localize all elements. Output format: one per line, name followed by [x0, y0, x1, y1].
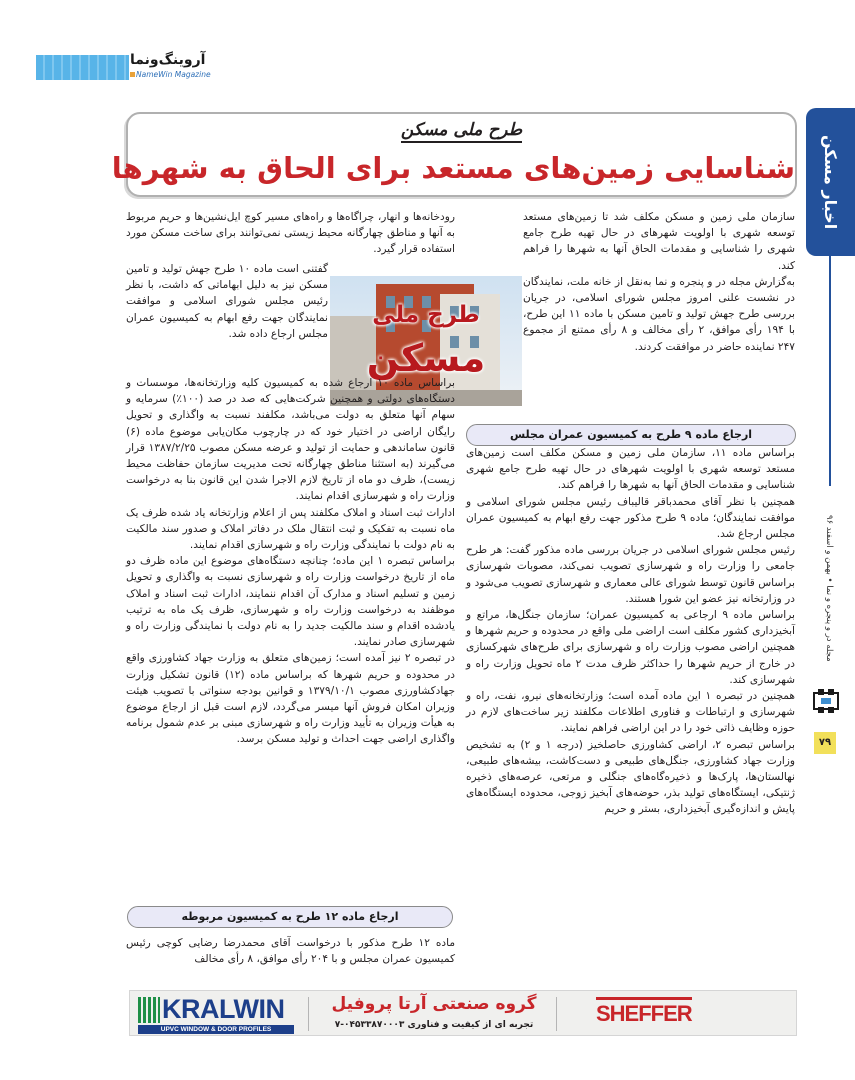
paragraph: رئیس مجلس شورای اسلامی در جریان بررسی ماده مذکور گفت: هر طرح جامعی را وزارت راه و شهرسازی تصویب نمی‌کند، مصوبات شهرسازی براساس قانون توسط شورای عالی معماری و شهرسازی تصویب می‌شود و در وزارتخانه نیز عضو این شورا هستند.	[466, 544, 795, 605]
article-body-right	[466, 445, 795, 818]
advertisement-banner[interactable]	[129, 990, 797, 1036]
magazine-badge-icon	[812, 687, 840, 715]
paragraph: براساس تبصره ۲، اراضی کشاورزی حاصلخیز (درجه ۱ و ۲) به تشخیص وزارت جهاد کشاورزی، جنگل‌های طبیعی و دست‌کاشت، بیشه‌های طبیعی، نهالستان‌ها، پارک‌ها و ذخیره‌گاه‌های جنگلی و مرتعی، عرصه‌های ذخیره ژنتیکی، ایستگاه‌های تولید بذر، حوضه‌های آبخیز زوجی، محدوده ایستگاه‌های پایش و اندازه‌گیری آبخیزداری، بستر و حریم	[466, 738, 795, 816]
photo-caption-top: طرح ملی	[372, 302, 480, 328]
section-header-article-9: ارجاع ماده ۹ طرح به کمیسیون عمران مجلس	[466, 424, 796, 446]
paragraph: در تبصره ۲ نیز آمده است؛ زمین‌های متعلق به وزارت جهاد کشاورزی واقع در محدوده و حریم شهرها که براساس ماده (۱۲) قانون تشکیل وزارت جهادکشاورزی مصوب ۱۳۷۹/۱۰/۱ و قوانین بودجه سنواتی با تصویب هیئت وزیران امکان فروش آنها میسر می‌گردد، لازم است قبل از ارجاع موضوع به هیأت وزیران به تأیید وزارت راه و شهرسازی مبنی بر عدم شمول برنامه واگذاری اراضی جهت احداث و تولید مسکن برسد.	[126, 652, 456, 746]
ad-tagline-phone: تجربه ای از کیفیت و فناوری ۰۴۵۳۳۸۷۰۰۰۳-۷	[334, 1020, 534, 1030]
ad-divider	[556, 997, 557, 1031]
article-headline: شناسایی زمین‌های مستعد برای الحاق به شهرها	[111, 151, 795, 185]
ad-divider	[308, 997, 309, 1031]
section-tab[interactable]	[806, 108, 855, 256]
paragraph: براساس تبصره ۱ این ماده؛ چنانچه دستگاه‌های موضوع این ماده ظرف دو ماه از تاریخ درخواست وزارت راه و شهرسازی نسبت به واگذاری و تحویل زمین و تسلیم اسناد و مدارک آن اقدام ننمایند، ادارات ثبت اسناد و املاک موظفند به درخواست وزارت راه و شهرسازی، ظرف یک ماه به ترتیب یادشده اقدام و سند مالکیت جدید را به نام دولت با نمایندگی وزارت راه و شهرسازی صادر نمایند.	[126, 555, 455, 649]
kralwin-name: KRALWIN	[162, 994, 285, 1024]
article-title-box	[111, 112, 797, 197]
masthead-color-strip	[36, 55, 129, 80]
article-body-left-top	[126, 209, 455, 258]
logo-square-icon	[130, 72, 135, 77]
paragraph: گفتنی است ماده ۱۰ طرح جهش تولید و تامین مسکن نیز به دلیل ابهاماتی که داشت، با نظر رئیس مجلس شورای اسلامی و موافقت نمایندگان جهت رفع ابهام به کمیسیون عمران مجلس ارجاع داده شد.	[126, 263, 328, 340]
paragraph: براساس ماده ۱۱، سازمان ملی زمین و مسکن مکلف است زمین‌های مستعد توسعه شهری با اولویت شهرهای در حال تهیه طرح جامع شهری شناسایی و مقدمات الحاق آنها به شهرها را فراهم کند.	[466, 447, 795, 492]
paragraph: براساس ماده ۱۰ ارجاع شده به کمیسیون کلیه وزارتخانه‌ها، موسسات و دستگاه‌های دولتی و همچنین شرکت‌هایی که صد در صد (۱۰۰٪) سرمایه و سهام آنها متعلق به دولت می‌باشد، مکلفند نسبت به واگذاری و تحویل رایگان اراضی در اختیار خود که در چارچوب مکان‌یابی موضوع ماده (۶) قانون ساماندهی و حمایت از تولید و عرضه مسکن مصوب ۱۳۸۷/۲/۲۵ قرار می‌گیرند (به استثنا مناطق چهارگانه تحت مدیریت سازمان حفاظت محیط زیست)، ظرف دو ماه از تاریخ لازم الاجرا شدن این قانون بنا به درخواست وزارت راه و شهرسازی اقدام نمایند.	[126, 377, 455, 503]
paragraph: رودخانه‌ها و انهار، چراگاه‌ها و راه‌های مسیر کوچ ایل‌نشین‌ها و حریم مربوط به آنها و مناطق چهارگانه محیط زیستی نمی‌توانند برای ساخت مسکن مورد استفاده قرار گیرد.	[126, 211, 455, 256]
logo-subtitle: NameWin Magazine	[130, 69, 222, 80]
article-body-left-wrap	[126, 261, 328, 342]
paragraph: ماده ۱۲ طرح مذکور با درخواست آقای محمدرضا رضایی کوچی رئیس کمیسیون عمران مجلس و با ۲۰۴ رأی موافق، ۸ رأی مخالف	[126, 937, 455, 966]
magazine-logo[interactable]	[130, 52, 222, 84]
kralwin-subtitle: UPVC WINDOW & DOOR PROFILES	[138, 1025, 294, 1034]
article-body-left-bottom	[126, 935, 455, 967]
paragraph: سازمان ملی زمین و مسکن مکلف شد تا زمین‌های مستعد توسعه شهری با اولویت شهرهای در حال تهیه طرح جامع شهری را شناسایی و مقدمات الحاق آنها به شهرها را فراهم کند.	[523, 211, 795, 272]
paragraph: براساس ماده ۹ ارجاعی به کمیسیون عمران؛ سازمان جنگل‌ها، مراتع و آبخیزداری کشور مکلف است اراضی ملی واقع در محدوده و حریم شهرها و همچنین اراضی مصوب وزارت راه و شهرسازی برای طرح‌های شهرکسازی در خارج از حریم شهرها را حداکثر ظرف مدت ۲ ماه تحویل وزارت راه و شهرسازی کند.	[466, 609, 796, 686]
paragraph: همچنین در تبصره ۱ این ماده آمده است؛ وزارتخانه‌های نیرو، نفت، راه و شهرسازی و ارتباطات و فناوری اطلاعات مکلفند زیر ساخت‌های لازم در حوزه وظایف ذاتی خود را در این اراضی فراهم نمایند.	[466, 690, 796, 735]
ad-company-name: گروه صنعتی آرتا پروفیل	[331, 994, 537, 1014]
paragraph: همچنین با نظر آقای محمدباقر قالیباف رئیس مجلس شورای اسلامی و موافقت نمایندگان؛ ماده ۹ طرح مذکور جهت رفع ابهام به کمیسیون عمران مجلس ارجاع شد.	[466, 495, 795, 541]
kralwin-mark-icon	[138, 997, 160, 1023]
page-number: ۷۹	[814, 732, 836, 754]
photo-caption-main: مسکن	[366, 336, 486, 380]
article-body-right-top	[523, 209, 795, 355]
sheffer-logo: SHEFFER	[596, 1001, 692, 1026]
side-divider-line	[829, 254, 831, 486]
paragraph: ادارات ثبت اسناد و املاک مکلفند پس از اعلام وزارتخانه یاد شده ظرف یک ماه نسبت به تفکیک و ثبت انتقال ملک در دفاتر املاک و صدور سند مالکیت به نام دولت با نمایندگی وزارت راه و شهرسازی اقدام نمایند.	[126, 506, 455, 552]
article-body-left	[126, 375, 455, 748]
logo-text: آروینگ‌و‌نما	[130, 52, 206, 68]
article-kicker: طرح ملی مسکن	[128, 120, 795, 140]
section-tab-label: اخبار مسکن	[821, 134, 840, 230]
paragraph: به‌گزارش مجله در و پنجره و نما به‌نقل از خانه ملت، نمایندگان در نشست علنی امروز مجلس شورای اسلامی، در جریان بررسی طرح جهش تولید و تامین مسکن با ماده ۱۱ این طرح، با ۱۹۴ رأی موافق، ۲ رأی مخالف و ۸ رأی ممتنع از مجموع ۲۴۷ نماینده حاضر در موافقت کردند.	[523, 275, 795, 353]
kralwin-logo	[138, 995, 294, 1033]
issue-info: مجله در و پنجره و نما • بهمن و اسفند ۹۶	[824, 514, 834, 662]
section-header-article-12: ارجاع ماده ۱۲ طرح به کمیسیون مربوطه	[127, 906, 453, 928]
